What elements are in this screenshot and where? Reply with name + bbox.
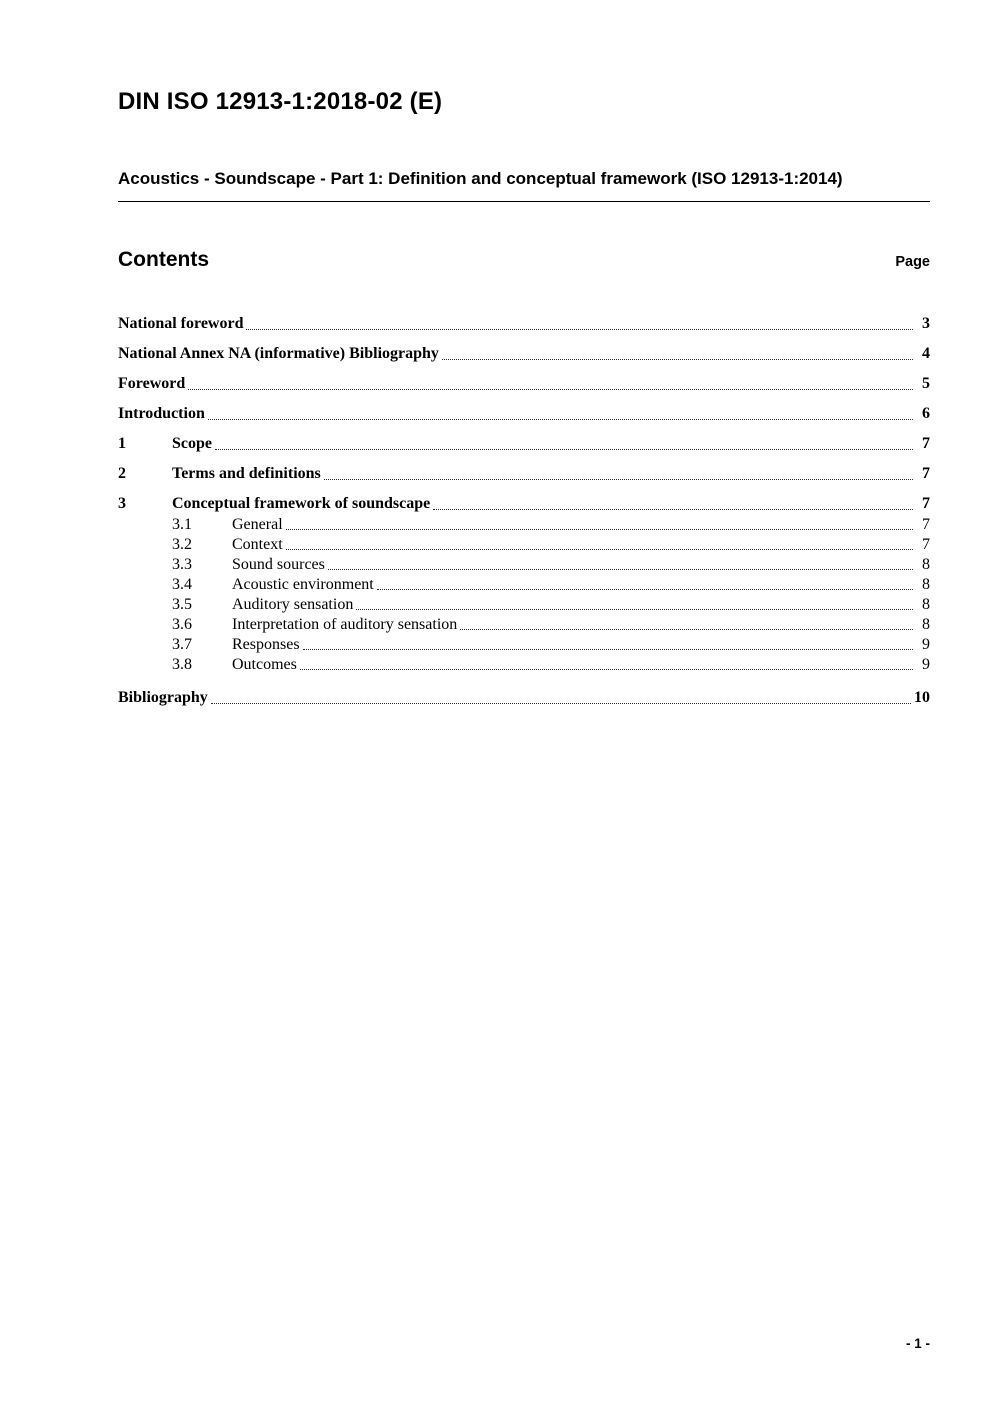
toc-entry-label: Terms and definitions: [172, 464, 321, 482]
toc-entry: [118, 595, 930, 614]
toc-entry-page: 9: [922, 655, 930, 673]
dotted-leader: [211, 703, 911, 704]
toc-entry-page: 7: [922, 464, 930, 482]
dotted-leader: [433, 509, 913, 510]
toc-entry-label: Introduction: [118, 404, 205, 422]
toc-entry: [118, 464, 930, 484]
dotted-leader: [328, 569, 913, 570]
toc-entry-page: 8: [922, 575, 930, 593]
toc-entry: [118, 575, 930, 594]
toc-entry: [118, 655, 930, 674]
toc-entry: [118, 635, 930, 654]
dotted-leader: [303, 649, 913, 650]
toc-entry-number: 3.6: [172, 615, 192, 633]
dotted-leader: [286, 549, 913, 550]
dotted-leader: [246, 329, 913, 330]
toc-entry-page: 7: [922, 434, 930, 452]
toc-entry-label: National Annex NA (informative) Bibliography: [118, 344, 439, 362]
toc-entry: [118, 515, 930, 534]
page-title: DIN ISO 12913-1:2018-02 (E): [118, 88, 443, 115]
toc-entry: [118, 434, 930, 454]
toc-entry-page: 8: [922, 595, 930, 613]
contents-heading: Contents: [118, 247, 209, 271]
dotted-leader: [300, 669, 913, 670]
toc-entry-number: 3.1: [172, 515, 192, 533]
toc-entry-page: 9: [922, 635, 930, 653]
toc-entry-label: Auditory sensation: [232, 595, 354, 613]
dotted-leader: [356, 609, 913, 610]
toc-entry-number: 3.2: [172, 535, 192, 553]
toc-entry-page: 10: [914, 688, 930, 706]
toc-entry-page: 7: [922, 494, 930, 512]
toc-entry-label: General: [232, 515, 283, 533]
dotted-leader: [208, 419, 913, 420]
toc-entry: [118, 494, 930, 514]
toc-entry-label: Acoustic environment: [232, 575, 374, 593]
toc-entry-label: Bibliography: [118, 688, 208, 706]
toc-entry-page: 5: [922, 374, 930, 392]
toc-entry-number: 3.4: [172, 575, 192, 593]
toc-entry: [118, 404, 930, 424]
toc-entry-number: 2: [118, 464, 126, 482]
toc-entry-page: 7: [922, 535, 930, 553]
toc-entry-page: 8: [922, 555, 930, 573]
toc-entry: [118, 615, 930, 634]
toc-entry-label: Foreword: [118, 374, 186, 392]
toc-entry-page: 3: [922, 314, 930, 332]
document-subtitle: Acoustics - Soundscape - Part 1: Definition and conceptual framework (ISO 12913-1:2014): [118, 168, 930, 202]
toc-entry-label: Scope: [172, 434, 212, 452]
toc-entry-page: 8: [922, 615, 930, 633]
toc-entry-label: Conceptual framework of soundscape: [172, 494, 431, 512]
toc-entry-page: 6: [922, 404, 930, 422]
toc-entry-number: 3.3: [172, 555, 192, 573]
toc-entry-label: Responses: [232, 635, 300, 653]
table-of-contents: [118, 314, 930, 708]
contents-header: [118, 248, 930, 272]
toc-entry-label: Outcomes: [232, 655, 297, 673]
dotted-leader: [188, 389, 913, 390]
toc-entry-number: 3.7: [172, 635, 192, 653]
dotted-leader: [324, 479, 913, 480]
toc-entry: [118, 374, 930, 394]
page-column-label: Page: [895, 253, 930, 270]
dotted-leader: [442, 359, 913, 360]
toc-entry-label: Sound sources: [232, 555, 325, 573]
dotted-leader: [286, 529, 913, 530]
toc-entry: [118, 535, 930, 554]
toc-entry: [118, 555, 930, 574]
dotted-leader: [377, 589, 913, 590]
toc-entry: [118, 344, 930, 364]
toc-entry-page: 7: [922, 515, 930, 533]
toc-entry-label: Interpretation of auditory sensation: [232, 615, 458, 633]
toc-entry-number: 3.8: [172, 655, 192, 673]
toc-entry-label: National foreword: [118, 314, 244, 332]
toc-entry-number: 3.5: [172, 595, 192, 613]
toc-entry-number: 3: [118, 494, 126, 512]
footer-page-indicator: - 1 -: [905, 1336, 930, 1351]
toc-entry-label: Context: [232, 535, 283, 553]
dotted-leader: [460, 629, 913, 630]
toc-entry-number: 1: [118, 434, 126, 452]
dotted-leader: [215, 449, 913, 450]
toc-entry-page: 4: [922, 344, 930, 362]
toc-entry: [118, 688, 930, 708]
toc-entry: [118, 314, 930, 334]
